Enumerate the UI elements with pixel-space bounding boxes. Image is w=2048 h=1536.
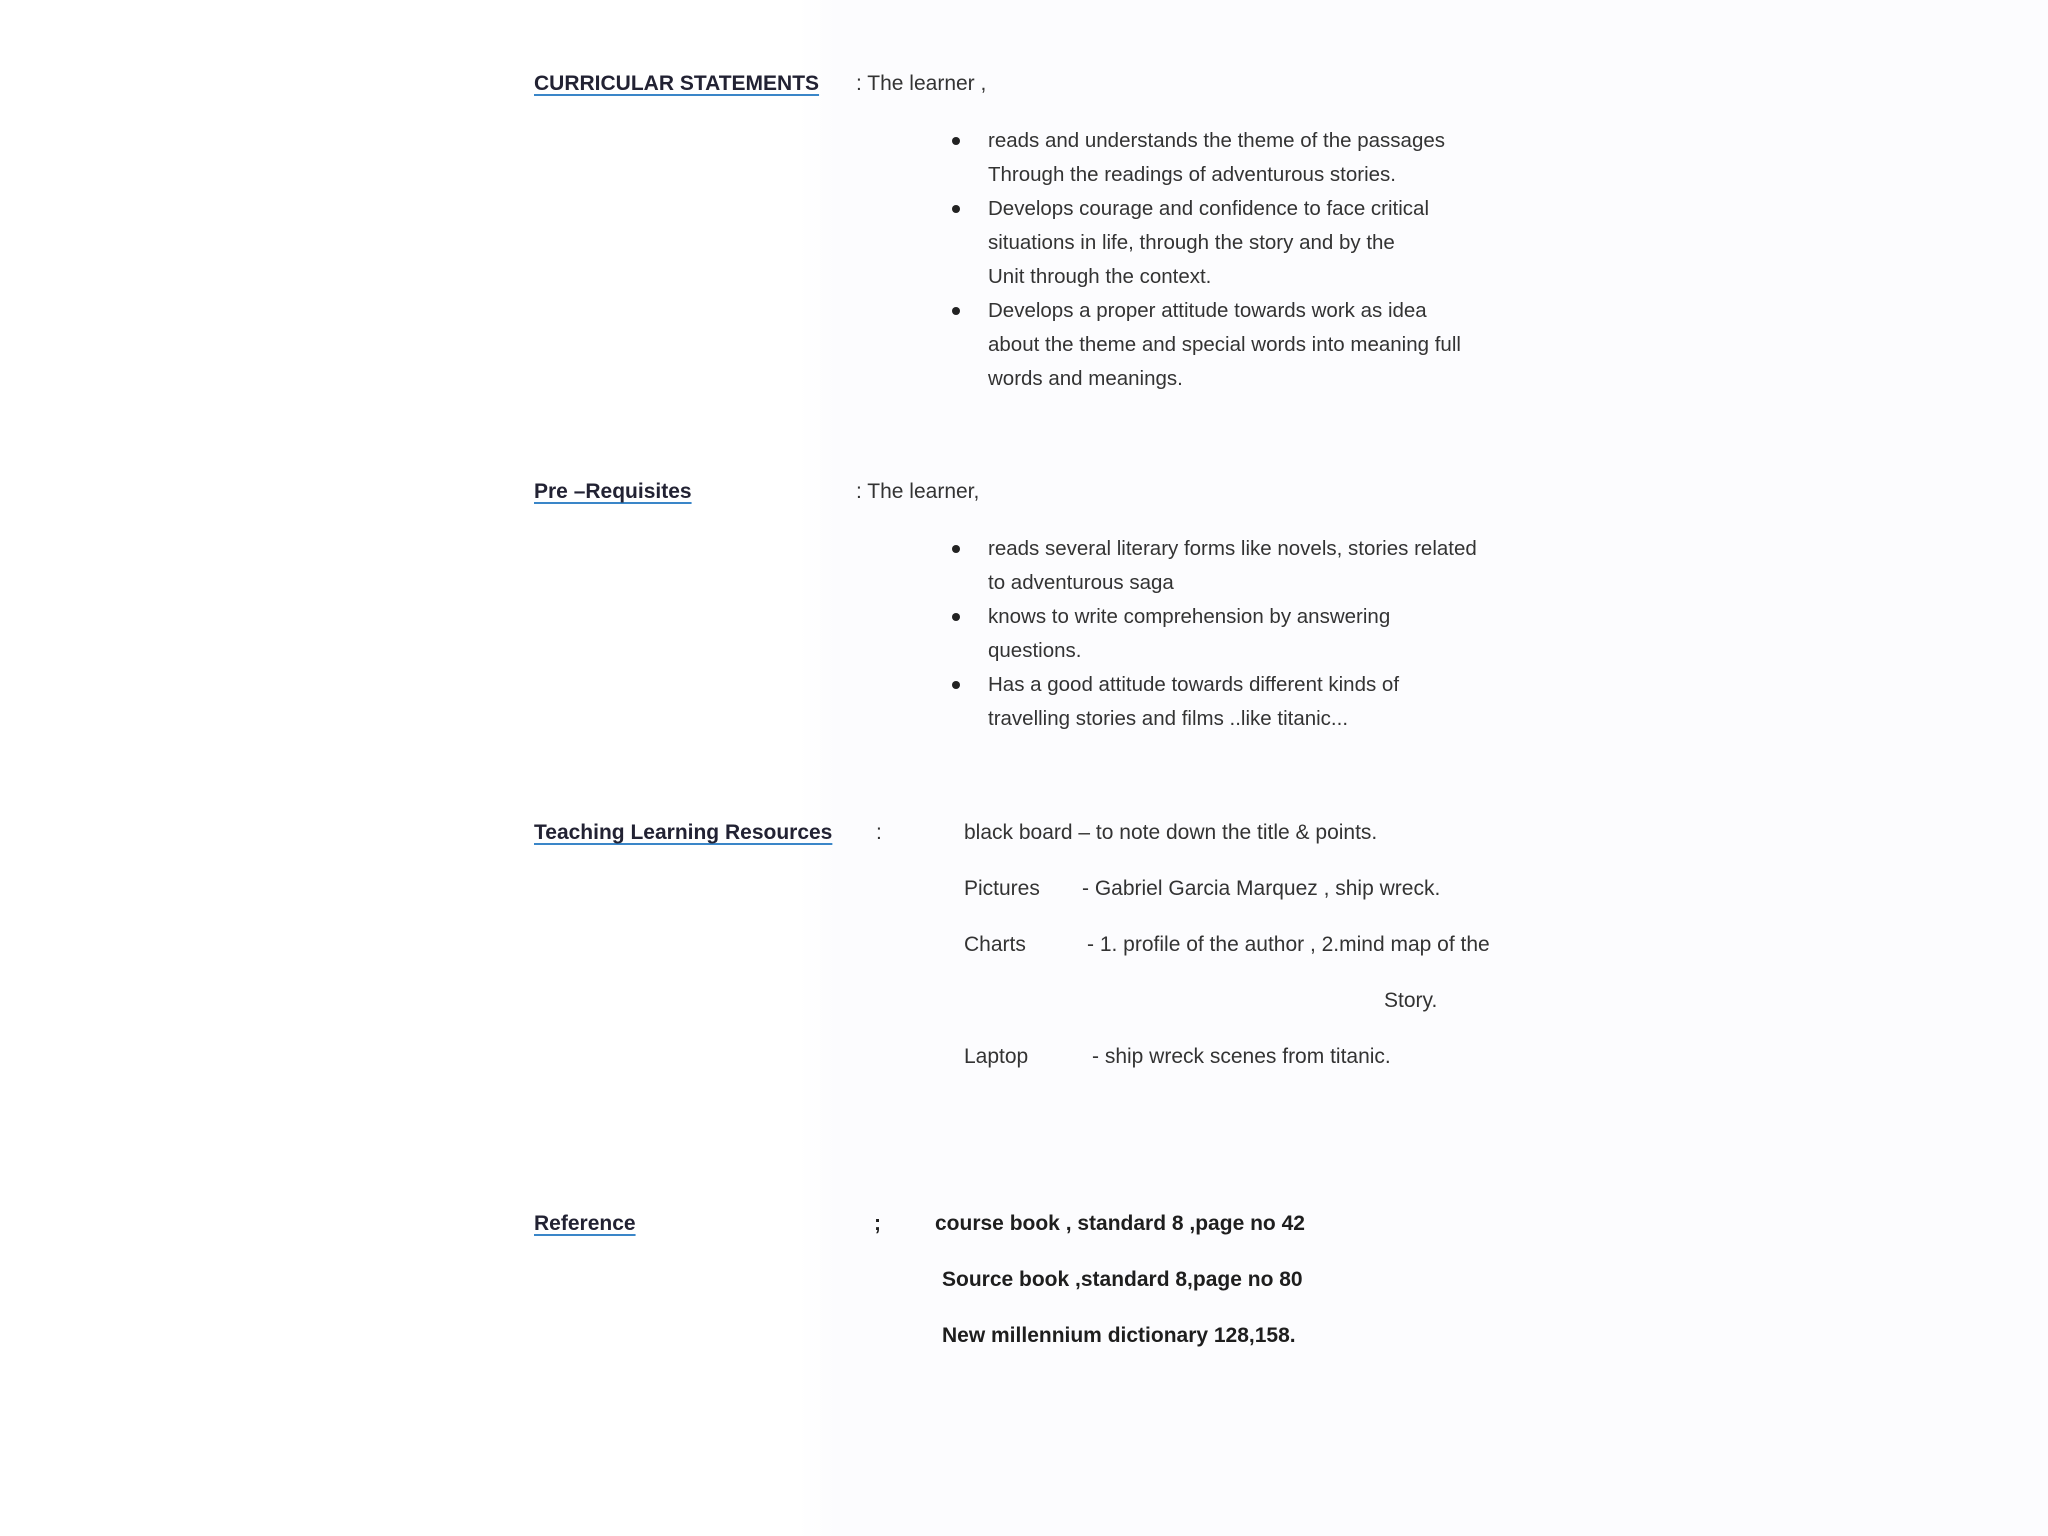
reference-item: Source book ,standard 8,page no 80	[942, 1268, 1303, 1291]
prerequisites-list	[950, 532, 1530, 736]
reference-item: New millennium dictionary 128,158.	[942, 1324, 1296, 1347]
list-item: Develops a proper attitude towards work as idea about the theme and special words into meaning full words and meanings.	[988, 294, 1530, 396]
list-item: reads several literary forms like novels, stories related to adventurous saga	[988, 532, 1530, 600]
resources-colon: :	[876, 821, 882, 844]
resources-heading: Teaching Learning Resources	[534, 821, 833, 844]
curricular-statements-heading: CURRICULAR STATEMENTS	[534, 72, 820, 95]
list-item: Has a good attitude towards different kinds of travelling stories and films ..like titanic...	[988, 668, 1530, 736]
list-item: reads and understands the theme of the passages Through the readings of adventurous stories.	[988, 124, 1530, 192]
resource-charts-label: Charts	[964, 933, 1026, 956]
resource-charts-value: - 1. profile of the author , 2.mind map of the	[1087, 933, 1490, 956]
resource-laptop-value: - ship wreck scenes from titanic.	[1092, 1045, 1391, 1068]
reference-item: course book , standard 8 ,page no 42	[935, 1212, 1305, 1235]
list-item: Develops courage and confidence to face critical situations in life, through the story and by the Unit through the context.	[988, 192, 1530, 294]
resource-pictures-label: Pictures	[964, 877, 1040, 900]
prerequisites-lead: : The learner,	[856, 480, 980, 503]
curricular-lead: : The learner ,	[856, 72, 987, 95]
resource-charts-continuation: Story.	[1384, 989, 1438, 1012]
resource-blackboard: black board – to note down the title & points.	[964, 821, 1378, 844]
curricular-list	[950, 124, 1530, 396]
resource-pictures-value: - Gabriel Garcia Marquez , ship wreck.	[1082, 877, 1441, 900]
list-item: knows to write comprehension by answering questions.	[988, 600, 1530, 668]
resource-laptop-label: Laptop	[964, 1045, 1029, 1068]
reference-heading: Reference	[534, 1212, 636, 1235]
reference-separator: ;	[874, 1212, 881, 1235]
prerequisites-heading: Pre –Requisites	[534, 480, 692, 503]
